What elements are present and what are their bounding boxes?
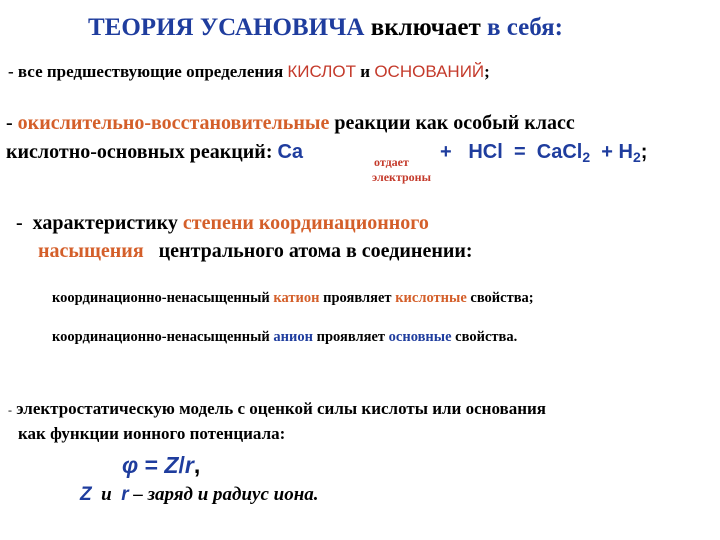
title-includes: включает [370, 14, 481, 41]
item-text: центрального атома в соединении: [158, 240, 473, 262]
item-coordination-line2 [38, 240, 473, 263]
bases-label: ОСНОВАНИЙ [374, 62, 485, 81]
gives-label: отдает [374, 155, 409, 169]
item-text: реакции как особый класс [334, 112, 575, 134]
subscript: 2 [632, 149, 641, 166]
acids-label: КИСЛОТ [287, 62, 357, 81]
reaction-equation [440, 141, 647, 165]
subitem-text: проявляет [323, 290, 392, 306]
formula-r: r [184, 452, 194, 478]
formula-ca: Ca [277, 141, 304, 163]
plus-sign: + [440, 141, 452, 163]
subitem-anion [52, 329, 517, 346]
and-text: и [360, 62, 371, 81]
subitem-text: свойства. [455, 329, 518, 345]
item-redox-line2 [6, 141, 303, 164]
page-title [88, 14, 563, 42]
item-text: характеристику [32, 212, 178, 234]
legend-r: r [121, 484, 129, 505]
bullet: - [6, 112, 13, 134]
item-electrostatic-line2 [18, 424, 285, 444]
item-text: электростатическую модель с оценкой силы кислоты или основания [16, 399, 546, 418]
formula-legend [80, 484, 319, 506]
subitem-text: свойства; [470, 290, 534, 306]
subitem-text: координационно-ненасыщенный [52, 329, 270, 345]
subitem-text: координационно-ненасыщенный [52, 290, 270, 306]
redox-term: окислительно-восстановительные [17, 112, 330, 134]
legend-and: и [101, 484, 112, 505]
legend-z: Z [80, 484, 92, 505]
legend-text: – заряд и радиус иона. [133, 484, 319, 505]
equals-sign: = [513, 141, 526, 163]
item-text: кислотно-основных реакций: [6, 141, 273, 163]
formula-cacl2: CaCl [536, 141, 583, 163]
subitem-text: проявляет [316, 329, 386, 345]
item-definitions [8, 62, 490, 82]
plus-sign: + [601, 141, 613, 163]
formula-phi: φ [122, 452, 139, 478]
formula-comma: , [193, 452, 201, 478]
bullet: - [8, 62, 14, 81]
acidic-term: кислотные [395, 290, 467, 306]
bullet: - [8, 403, 12, 417]
formula-h2: H [618, 141, 633, 163]
item-redox-line1 [6, 112, 575, 135]
subscript: 2 [582, 149, 591, 166]
anion-term: анион [273, 329, 313, 345]
semicolon: ; [640, 141, 648, 163]
cation-term: катион [273, 290, 320, 306]
basic-term: основные [388, 329, 452, 345]
equals-sign: = [144, 452, 159, 478]
degree-term: степени координационного [182, 212, 429, 234]
item-text: все предшествующие определения [17, 62, 284, 81]
bullet: - [16, 212, 23, 234]
title-in-itself: в себя: [487, 14, 563, 41]
ionic-potential-formula [122, 452, 200, 479]
formula-hcl: HCl [468, 141, 503, 163]
item-electrostatic-line1 [8, 399, 546, 419]
subitem-cation [52, 290, 534, 307]
item-coordination-line1 [16, 212, 429, 235]
electrons-label: электроны [372, 170, 431, 184]
saturation-term: насыщения [38, 240, 144, 262]
formula-slash: / [178, 452, 185, 478]
item-text: как функции ионного потенциала: [18, 424, 286, 443]
semicolon: ; [484, 62, 490, 81]
formula-z: Z [164, 452, 179, 478]
title-theory: ТЕОРИЯ УСАНОВИЧА [88, 14, 365, 41]
